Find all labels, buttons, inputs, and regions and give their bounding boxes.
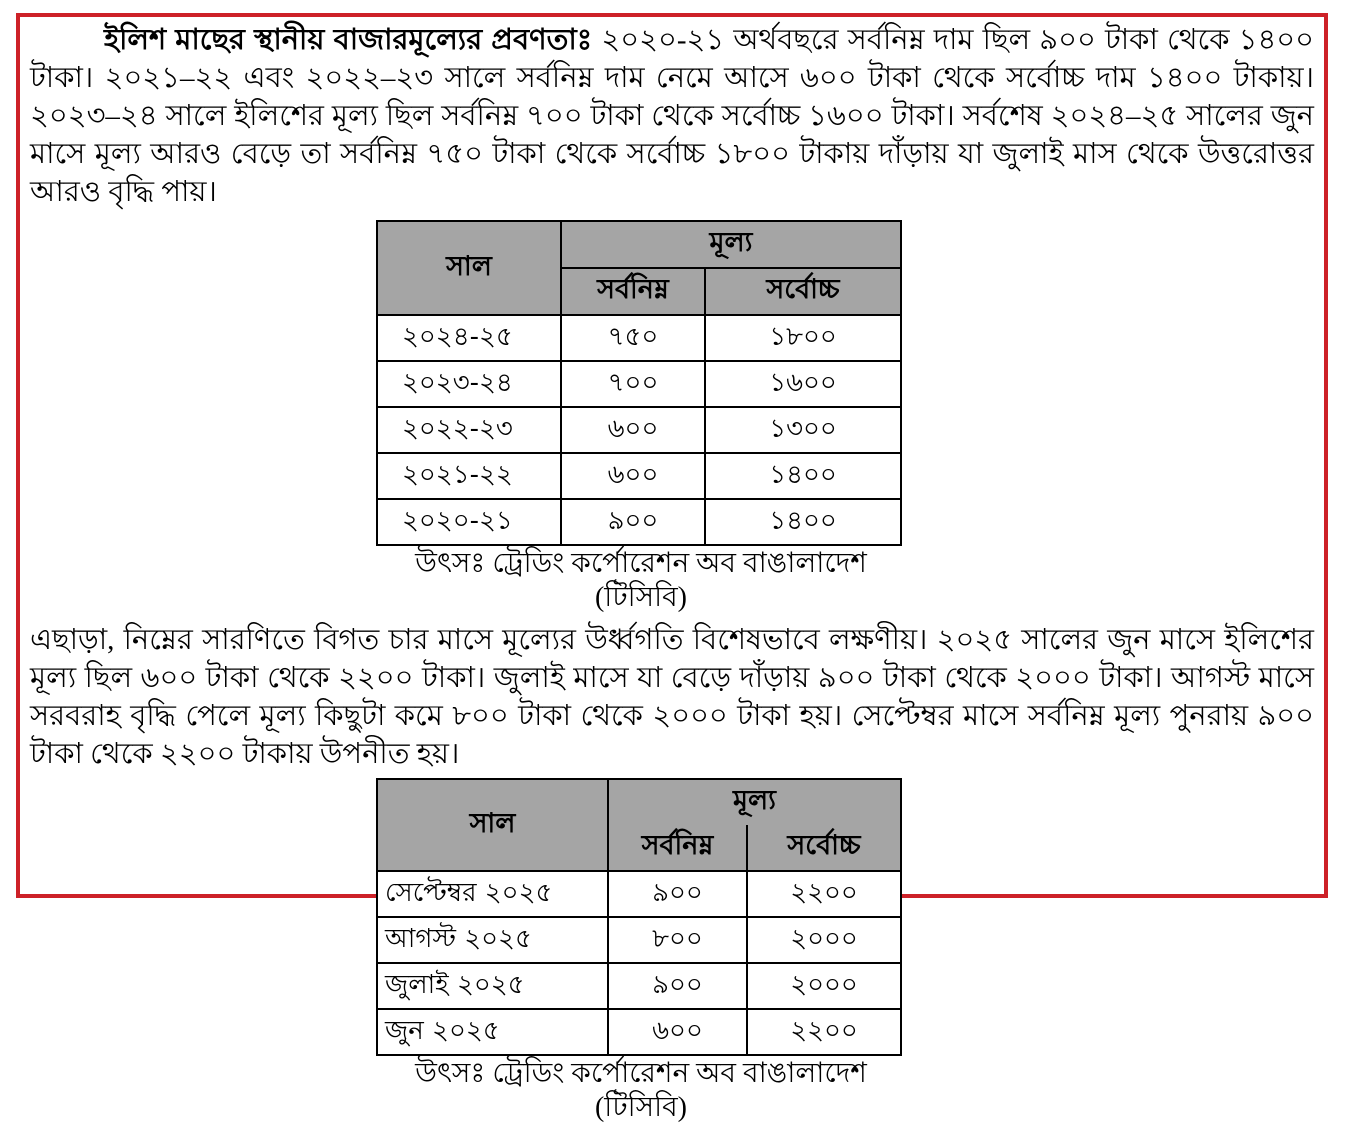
table-source-caption: উৎসঃ ট্রেডিং কর্পোরেশন অব বাঙালাদেশ (টিসিবি) — [415, 548, 867, 613]
min-price-cell: ৬০০ — [561, 453, 705, 499]
min-price-cell: ৭৫০ — [561, 315, 705, 361]
header-cell-min: সর্বনিম্ন — [561, 268, 705, 315]
paragraph-monthly-trend — [30, 621, 1314, 773]
year-cell: ২০২৩-২৪ — [377, 361, 561, 407]
table-header-row — [377, 779, 901, 825]
month-cell: আগস্ট ২০২৫ — [377, 917, 608, 963]
min-price-cell: ৯০০ — [561, 499, 705, 545]
year-cell: ২০২৪-২৫ — [377, 315, 561, 361]
paragraph-body-text: এছাড়া, নিম্নের সারণিতে বিগত চার মাসে মূল্যের উর্ধ্বগতি বিশেষভাবে লক্ষণীয়। ২০২৫ সালের জুন মাসে ইলিশের মূল্য ছিল ৬০০ টাকা থেকে ২২০০ টাকা। জুলাই মাসে যা বেড়ে দাঁড়ায় ৯০০ টাকা থেকে ২০০০ টাকা। আগস্ট মাসে সরবরাহ বৃদ্ধি পেলে মূল্য কিছুটা কমে ৮০০ টাকা থেকে ২০০০ টাকা হয়। সেপ্টেম্বর মাসে সর্বনিম্ন মূল্য পুনরায় ৯০০ টাকা থেকে ২২০০ টাকায় উপনীত হয়। — [30, 624, 1314, 770]
monthly-price-table — [376, 778, 902, 1056]
table-row — [377, 361, 901, 407]
table-row — [377, 963, 901, 1009]
year-cell: ২০২০-২১ — [377, 499, 561, 545]
header-cell-max: সর্বোচ্চ — [747, 825, 901, 871]
min-price-cell: ৮০০ — [608, 917, 747, 963]
monthly-price-table-block — [376, 778, 906, 1125]
table-row — [377, 453, 901, 499]
table-header-row — [377, 221, 901, 268]
document-content — [30, 21, 1314, 1125]
paragraph-market-trend — [30, 21, 1314, 211]
table-row — [377, 1009, 901, 1055]
max-price-cell: ১৪০০ — [705, 499, 901, 545]
table-row — [377, 499, 901, 545]
month-cell: জুন ২০২৫ — [377, 1009, 608, 1055]
header-cell-price: মূল্য — [561, 221, 901, 268]
table-row — [377, 917, 901, 963]
year-cell: ২০২১-২২ — [377, 453, 561, 499]
max-price-cell: ২০০০ — [747, 917, 901, 963]
table-row — [377, 871, 901, 917]
header-cell-year: সাল — [377, 779, 608, 871]
header-cell-max: সর্বোচ্চ — [705, 268, 901, 315]
header-cell-year: সাল — [377, 221, 561, 315]
table-row — [377, 407, 901, 453]
document-page-border — [16, 13, 1328, 1123]
header-cell-price: মূল্য — [608, 779, 901, 825]
max-price-cell: ১৩০০ — [705, 407, 901, 453]
month-cell: সেপ্টেম্বর ২০২৫ — [377, 871, 608, 917]
header-cell-min: সর্বনিম্ন — [608, 825, 747, 871]
max-price-cell: ২২০০ — [747, 871, 901, 917]
table-row — [377, 315, 901, 361]
paragraph-body-text: ২০২০-২১ অর্থবছরে সর্বনিম্ন দাম ছিল ৯০০ টাকা থেকে ১৪০০ টাকা। ২০২১–২২ এবং ২০২২–২৩ সালে সর্বনিম্ন দাম নেমে আসে ৬০০ টাকা থেকে সর্বোচ্চ দাম ১৪০০ টাকায়। ২০২৩–২৪ সালে ইলিশের মূল্য ছিল সর্বনিম্ন ৭০০ টাকা থেকে সর্বোচ্চ ১৬০০ টাকা। সর্বশেষ ২০২৪–২৫ সালের জুন মাসে মূল্য আরও বেড়ে তা সর্বনিম্ন ৭৫০ টাকা থেকে সর্বোচ্চ ১৮০০ টাকায় দাঁড়ায় যা জুলাই মাস থেকে উত্তরোত্তর আরও বৃদ্ধি পায়। — [30, 24, 1314, 208]
min-price-cell: ৬০০ — [608, 1009, 747, 1055]
table-source-caption: উৎসঃ ট্রেডিং কর্পোরেশন অব বাঙালাদেশ (টিসিবি) — [415, 1058, 867, 1123]
yearly-price-table-block — [376, 220, 906, 615]
yearly-price-table — [376, 220, 902, 546]
max-price-cell: ২০০০ — [747, 963, 901, 1009]
max-price-cell: ২২০০ — [747, 1009, 901, 1055]
min-price-cell: ৭০০ — [561, 361, 705, 407]
year-cell: ২০২২-২৩ — [377, 407, 561, 453]
max-price-cell: ১৬০০ — [705, 361, 901, 407]
month-cell: জুলাই ২০২৫ — [377, 963, 608, 1009]
max-price-cell: ১৪০০ — [705, 453, 901, 499]
max-price-cell: ১৮০০ — [705, 315, 901, 361]
min-price-cell: ৯০০ — [608, 963, 747, 1009]
min-price-cell: ৬০০ — [561, 407, 705, 453]
paragraph-lead-heading: ইলিশ মাছের স্থানীয় বাজারমূল্যের প্রবণতাঃ — [104, 24, 593, 56]
min-price-cell: ৯০০ — [608, 871, 747, 917]
